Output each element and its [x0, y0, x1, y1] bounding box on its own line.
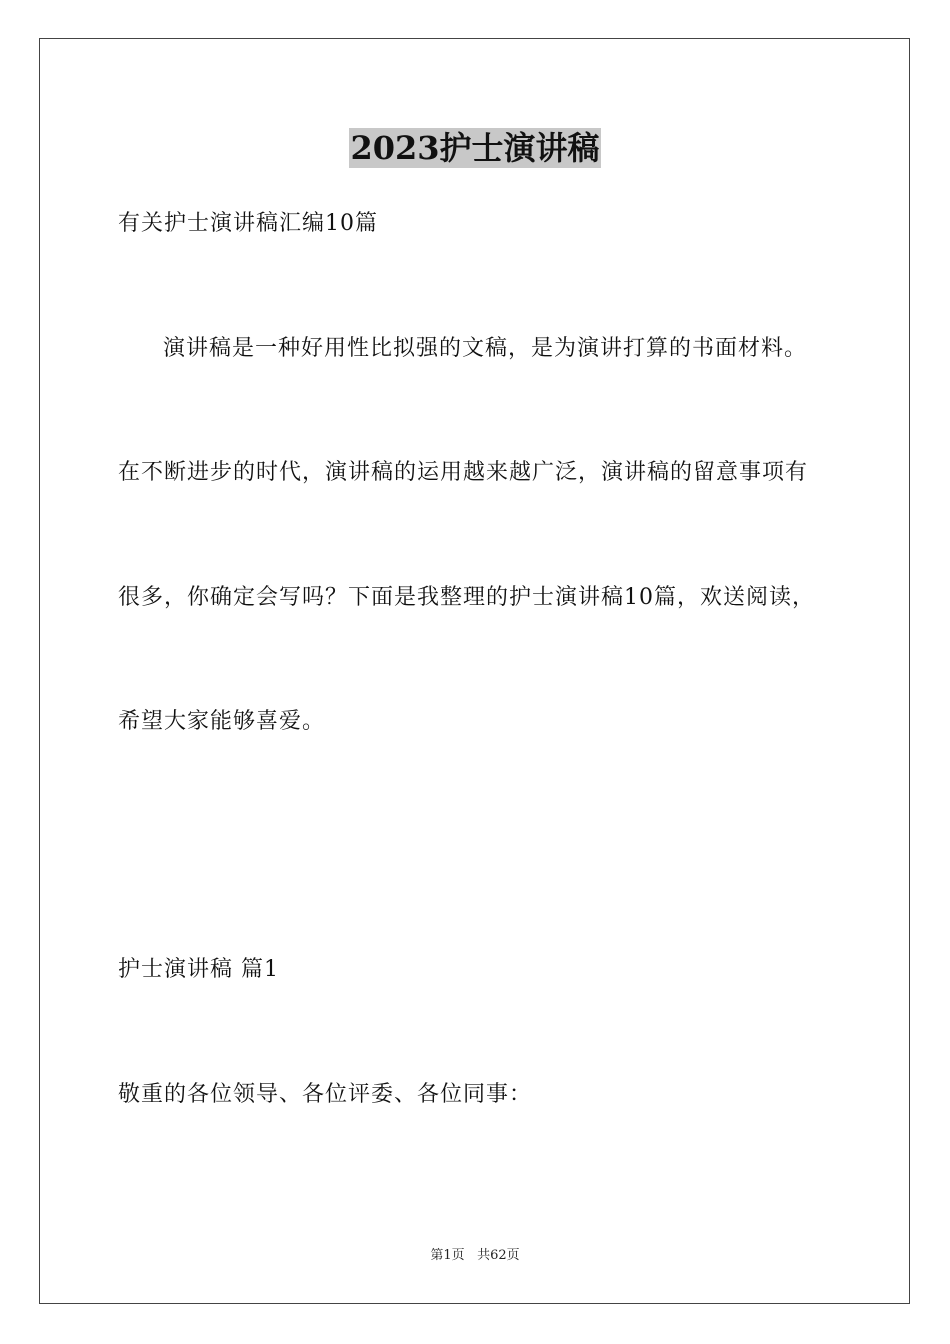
salutation: 敬重的各位领导、各位评委、各位同事： [118, 1082, 533, 1107]
paragraph-line-4: 希望大家能够喜爱。 [118, 709, 326, 734]
paragraph-line-3: 很多，你确定会写吗？下面是我整理的护士演讲稿10篇，欢送阅读， [118, 585, 815, 610]
paragraph-line-1: 演讲稿是一种好用性比拟强的文稿，是为演讲打算的书面材料。 [163, 336, 808, 361]
section-heading: 护士演讲稿 篇1 [118, 957, 279, 982]
document-title: 2023护士演讲稿 [350, 129, 600, 167]
paragraph-line-2: 在不断进步的时代，演讲稿的运用越来越广泛，演讲稿的留意事项有 [118, 460, 809, 485]
document-subtitle: 有关护士演讲稿汇编10篇 [118, 211, 378, 236]
page-footer [0, 1247, 950, 1265]
title-container [0, 128, 950, 168]
page-number-total: 共62页 [477, 1248, 520, 1263]
page-number-current: 第1页 [430, 1248, 465, 1263]
